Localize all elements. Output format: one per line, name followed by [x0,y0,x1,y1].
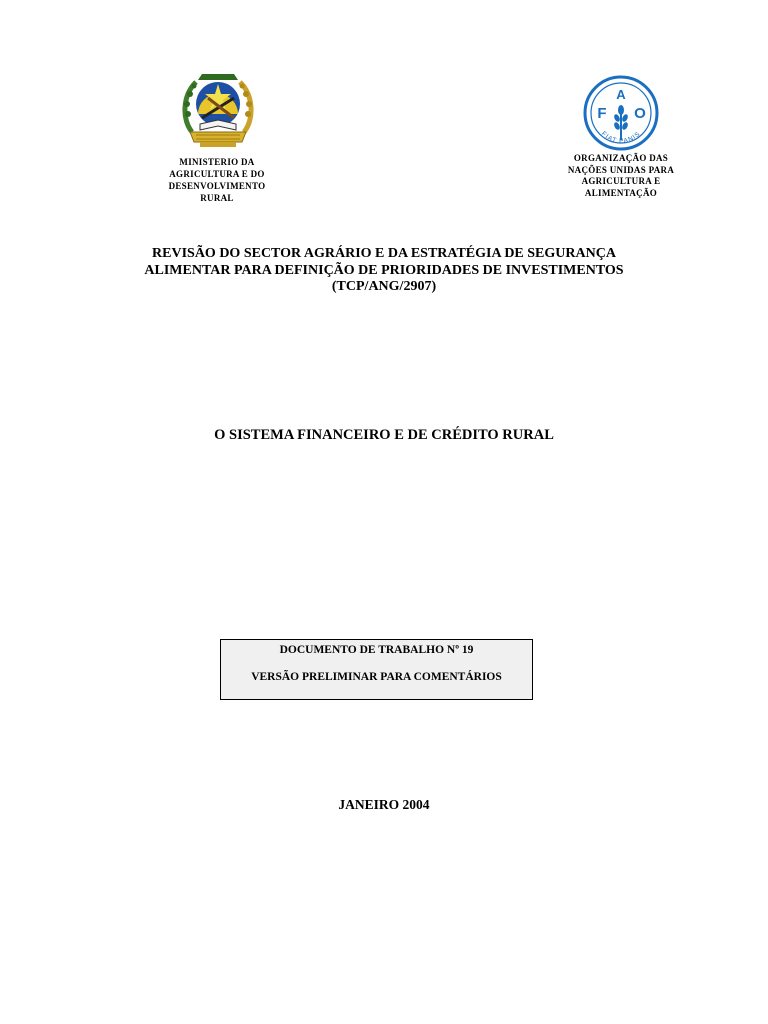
fao-name-line: AGRICULTURA E [581,176,661,186]
document-subject: O SISTEMA FINANCEIRO E DE CRÉDITO RURAL [214,427,554,443]
fao-motto-text: FIAT PANIS [599,130,643,145]
fao-letter-a: A [616,87,626,102]
angola-coat-of-arms-icon [178,68,258,150]
project-code: (TCP/ANG/2907) [331,279,437,294]
fao-name-line: ORGANIZAÇÃO DAS [573,153,669,163]
ministry-name-line: DESENVOLVIMENTO [168,181,266,191]
ministry-name-line: AGRICULTURA E DO [169,169,265,179]
fao-logo-icon [582,74,660,152]
project-title-line: ALIMENTAR PARA DEFINIÇÃO DE PRIORIDADES DE INVESTIMENTOS [144,262,624,278]
working-document-number: DOCUMENTO DE TRABALHO Nº 19 [279,644,474,656]
fao-name-line: ALIMENTAÇÃO [584,187,658,198]
document-date: JANEIRO 2004 [338,797,430,812]
working-document-box [220,639,533,700]
ministry-name [150,156,284,204]
draft-version-note: VERSÃO PRELIMINAR PARA COMENTÁRIOS [251,671,502,683]
fao-letter-o: O [634,105,646,122]
fao-name-line: NAÇÕES UNIDAS PARA [567,164,675,175]
ministry-name-line: RURAL [200,193,234,203]
fao-organization-name [548,153,694,199]
fao-letter-f: F [597,105,607,122]
project-title-line: REVISÃO DO SECTOR AGRÁRIO E DA ESTRATÉGIA DE SEGURANÇA [152,246,616,261]
ministry-name-line: MINISTERIO DA [179,157,255,167]
project-title [100,246,668,296]
